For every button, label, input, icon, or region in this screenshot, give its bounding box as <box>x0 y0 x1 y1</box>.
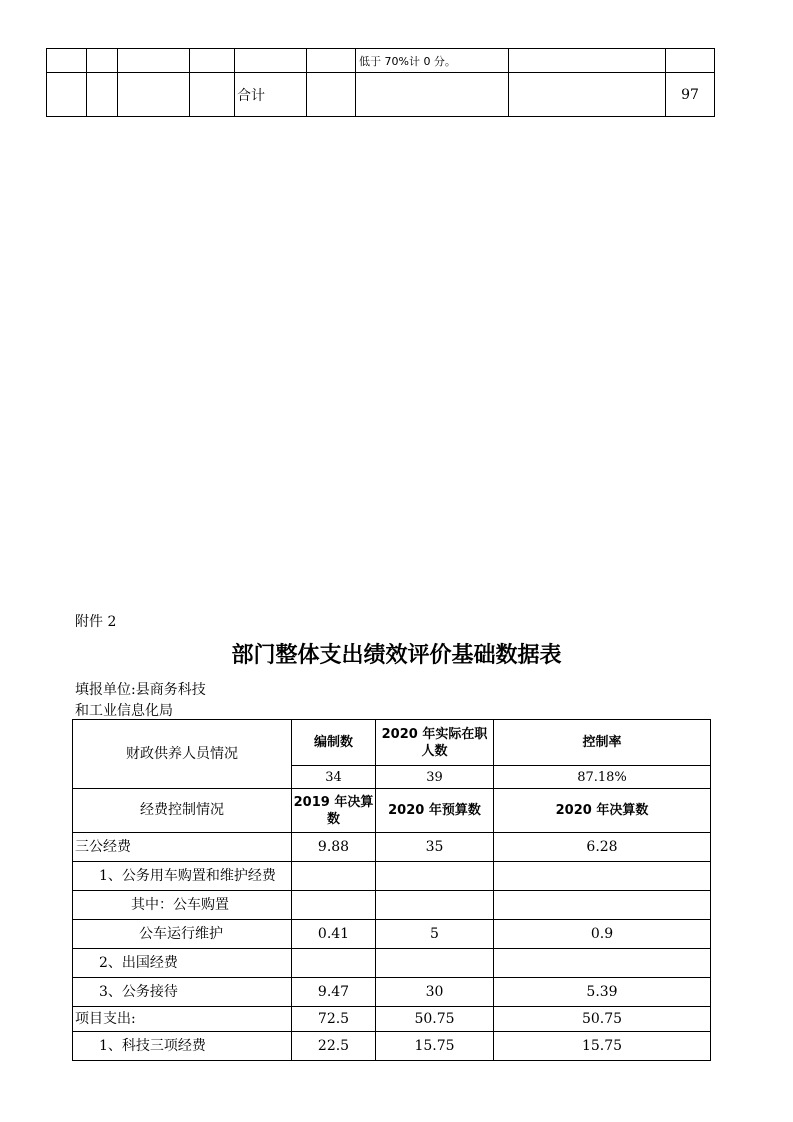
row-value <box>494 862 711 891</box>
row-value <box>494 949 711 978</box>
score-table-continuation <box>46 48 715 117</box>
row-value <box>292 891 376 920</box>
table-row <box>73 920 711 949</box>
scoring-note: 低于 70%计 0 分。 <box>356 49 509 73</box>
annex-label: 附件 2 <box>75 614 117 630</box>
table-row <box>47 73 715 117</box>
staff-header-control-rate: 控制率 <box>494 720 711 766</box>
row-value: 35 <box>376 833 494 862</box>
table-row <box>73 891 711 920</box>
expense-header-2019-final: 2019 年决算数 <box>292 789 376 833</box>
table-row <box>73 862 711 891</box>
row-value: 30 <box>376 978 494 1007</box>
expense-label: 经费控制情况 <box>73 789 292 833</box>
row-value: 6.28 <box>494 833 711 862</box>
expense-header-2020-budget: 2020 年预算数 <box>376 789 494 833</box>
page-title: 部门整体支出绩效评价基础数据表 <box>231 643 562 668</box>
row-value: 22.5 <box>292 1032 376 1061</box>
row-label: 1、科技三项经费 <box>73 1032 292 1061</box>
row-value <box>376 862 494 891</box>
table-row <box>73 1007 711 1032</box>
reporting-unit-line2: 和工业信息化局 <box>75 703 173 719</box>
staff-label: 财政供养人员情况 <box>73 720 292 789</box>
table-row <box>73 949 711 978</box>
reporting-unit <box>75 680 206 722</box>
total-label: 合计 <box>235 73 307 117</box>
row-value: 0.9 <box>494 920 711 949</box>
row-value: 15.75 <box>376 1032 494 1061</box>
staff-value-establishment: 34 <box>292 766 376 789</box>
staff-header-actual: 2020 年实际在职人数 <box>376 720 494 766</box>
reporting-unit-line1: 填报单位:县商务科技 <box>75 682 206 698</box>
row-label: 项目支出: <box>73 1007 292 1032</box>
total-score: 97 <box>666 73 715 117</box>
row-value <box>292 949 376 978</box>
expense-header-2020-final: 2020 年决算数 <box>494 789 711 833</box>
row-value <box>292 862 376 891</box>
row-label: 公车运行维护 <box>73 920 292 949</box>
row-value: 0.41 <box>292 920 376 949</box>
table-row <box>73 978 711 1007</box>
table-row <box>73 1032 711 1061</box>
row-value <box>376 891 494 920</box>
row-value: 50.75 <box>494 1007 711 1032</box>
table-row <box>47 49 715 73</box>
row-value <box>494 891 711 920</box>
row-value: 5.39 <box>494 978 711 1007</box>
row-label: 三公经费 <box>73 833 292 862</box>
staff-value-control-rate: 87.18% <box>494 766 711 789</box>
table-row <box>73 833 711 862</box>
row-value: 9.88 <box>292 833 376 862</box>
row-label: 1、公务用车购置和维护经费 <box>73 862 292 891</box>
row-value: 9.47 <box>292 978 376 1007</box>
row-label: 2、出国经费 <box>73 949 292 978</box>
table-row <box>73 789 711 833</box>
row-value: 50.75 <box>376 1007 494 1032</box>
staff-header-establishment: 编制数 <box>292 720 376 766</box>
performance-data-table <box>72 719 711 1061</box>
row-label: 3、公务接待 <box>73 978 292 1007</box>
staff-value-actual: 39 <box>376 766 494 789</box>
row-value <box>376 949 494 978</box>
row-value: 15.75 <box>494 1032 711 1061</box>
table-row <box>73 720 711 766</box>
row-label: 其中：公车购置 <box>73 891 292 920</box>
row-value: 5 <box>376 920 494 949</box>
row-value: 72.5 <box>292 1007 376 1032</box>
